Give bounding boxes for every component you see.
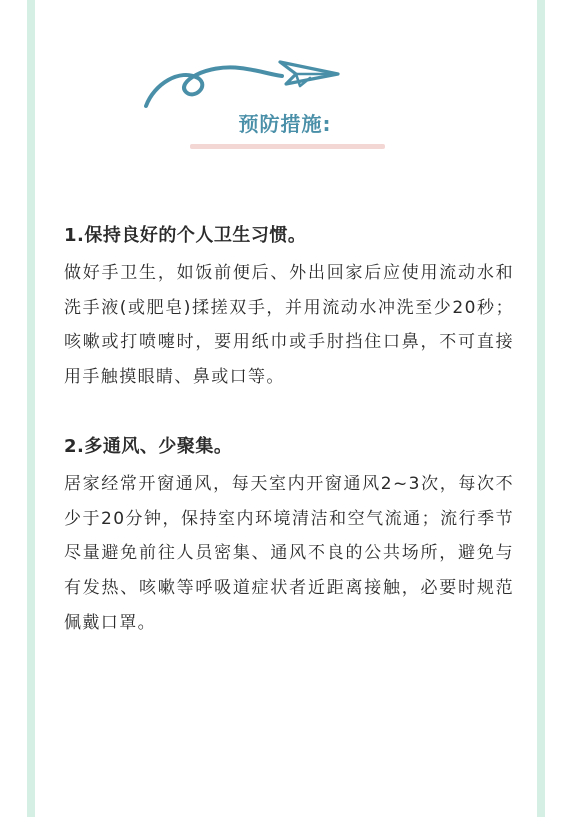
content-body [64, 218, 514, 640]
measure-body: 居家经常开窗通风，每天室内开窗通风2~3次，每次不少于20分钟，保持室内环境清洁和空气流通；流行季节尽量避免前往人员密集、通风不良的公共场所，避免与有发热、咳嗽等呼吸道症状者近距离接触，必要时规范佩戴口罩。 [64, 473, 514, 633]
section-title: 预防措施: [238, 112, 332, 136]
measure-heading: 2.多通风、少聚集。 [64, 435, 233, 457]
measure-item-2 [64, 429, 514, 641]
measure-body: 做好手卫生，如饭前便后、外出回家后应使用流动水和洗手液(或肥皂)揉搓双手，并用流动水冲洗至少20秒；咳嗽或打喷嚏时，要用纸巾或手肘挡住口鼻，不可直接用手触摸眼睛、鼻或口等。 [64, 263, 514, 388]
title-underline [190, 144, 385, 149]
measure-heading: 1.保持良好的个人卫生习惯。 [64, 225, 307, 246]
measure-item-1 [64, 218, 514, 395]
